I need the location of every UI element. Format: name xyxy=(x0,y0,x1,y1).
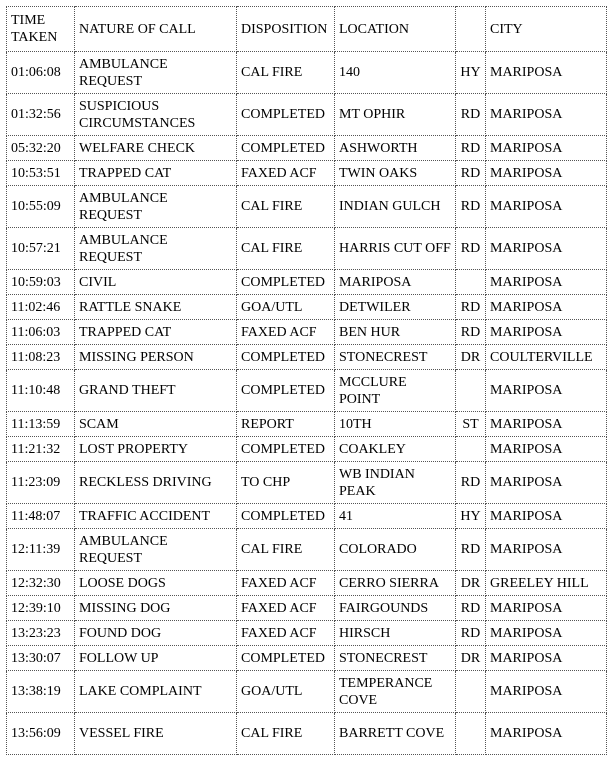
cell-disposition: COMPLETED xyxy=(237,270,335,295)
cell-nature-of-call: TRAPPED CAT xyxy=(75,320,237,345)
cell-time: 01:06:08 xyxy=(7,52,75,94)
header-nature-of-call: NATURE OF CALL xyxy=(75,7,237,52)
cell-disposition: FAXED ACF xyxy=(237,320,335,345)
cell-disposition: FAXED ACF xyxy=(237,571,335,596)
table-row xyxy=(7,571,607,596)
table-row xyxy=(7,504,607,529)
cell-disposition: CAL FIRE xyxy=(237,52,335,94)
cell-location: MARIPOSA xyxy=(335,270,456,295)
cell-city: MARIPOSA xyxy=(486,504,607,529)
cell-location: TEMPERANCE COVE xyxy=(335,671,456,713)
cell-city: MARIPOSA xyxy=(486,370,607,412)
cell-time: 12:11:39 xyxy=(7,529,75,571)
cell-disposition: COMPLETED xyxy=(237,504,335,529)
cell-nature-of-call: AMBULANCE REQUEST xyxy=(75,529,237,571)
cell-time: 01:32:56 xyxy=(7,94,75,136)
cell-location: INDIAN GULCH xyxy=(335,186,456,228)
cell-time: 11:23:09 xyxy=(7,462,75,504)
cell-disposition: COMPLETED xyxy=(237,370,335,412)
cell-location: MCCLURE POINT xyxy=(335,370,456,412)
cell-time: 11:10:48 xyxy=(7,370,75,412)
cell-time: 12:32:30 xyxy=(7,571,75,596)
cell-disposition: GOA/UTL xyxy=(237,671,335,713)
cell-time: 11:21:32 xyxy=(7,437,75,462)
cell-street-suffix: RD xyxy=(456,161,486,186)
cell-time: 13:30:07 xyxy=(7,646,75,671)
cell-location: FAIRGOUNDS xyxy=(335,596,456,621)
cell-disposition: COMPLETED xyxy=(237,345,335,370)
cell-city: MARIPOSA xyxy=(486,713,607,755)
cell-location: COAKLEY xyxy=(335,437,456,462)
cell-time: 11:02:46 xyxy=(7,295,75,320)
cell-disposition: CAL FIRE xyxy=(237,713,335,755)
cell-city: MARIPOSA xyxy=(486,94,607,136)
cell-disposition: FAXED ACF xyxy=(237,621,335,646)
cell-nature-of-call: FOLLOW UP xyxy=(75,646,237,671)
cell-location: 41 xyxy=(335,504,456,529)
cell-nature-of-call: WELFARE CHECK xyxy=(75,136,237,161)
cell-street-suffix: RD xyxy=(456,186,486,228)
table-row xyxy=(7,94,607,136)
cell-street-suffix xyxy=(456,370,486,412)
cell-disposition: CAL FIRE xyxy=(237,228,335,270)
table-row xyxy=(7,320,607,345)
cell-street-suffix: DR xyxy=(456,345,486,370)
cell-time: 13:23:23 xyxy=(7,621,75,646)
cell-nature-of-call: SCAM xyxy=(75,412,237,437)
cell-street-suffix: RD xyxy=(456,295,486,320)
cell-nature-of-call: RATTLE SNAKE xyxy=(75,295,237,320)
cell-time: 11:13:59 xyxy=(7,412,75,437)
cell-city: MARIPOSA xyxy=(486,186,607,228)
cell-city: MARIPOSA xyxy=(486,596,607,621)
cell-nature-of-call: LOOSE DOGS xyxy=(75,571,237,596)
cell-time: 10:59:03 xyxy=(7,270,75,295)
cell-location: MT OPHIR xyxy=(335,94,456,136)
cell-city: MARIPOSA xyxy=(486,136,607,161)
cell-city: COULTERVILLE xyxy=(486,345,607,370)
table-row xyxy=(7,412,607,437)
cell-street-suffix xyxy=(456,437,486,462)
cell-street-suffix xyxy=(456,713,486,755)
cell-location: WB INDIAN PEAK xyxy=(335,462,456,504)
table-row xyxy=(7,671,607,713)
cell-city: MARIPOSA xyxy=(486,646,607,671)
cell-street-suffix: RD xyxy=(456,462,486,504)
cell-nature-of-call: MISSING PERSON xyxy=(75,345,237,370)
cell-nature-of-call: TRAPPED CAT xyxy=(75,161,237,186)
header-location: LOCATION xyxy=(335,7,456,52)
cell-location: DETWILER xyxy=(335,295,456,320)
cell-nature-of-call: TRAFFIC ACCIDENT xyxy=(75,504,237,529)
cell-city: MARIPOSA xyxy=(486,529,607,571)
cell-location: 140 xyxy=(335,52,456,94)
cell-time: 13:56:09 xyxy=(7,713,75,755)
table-row xyxy=(7,270,607,295)
cell-time: 13:38:19 xyxy=(7,671,75,713)
cell-time: 10:55:09 xyxy=(7,186,75,228)
cell-time: 10:57:21 xyxy=(7,228,75,270)
cell-location: BARRETT COVE xyxy=(335,713,456,755)
cell-city: MARIPOSA xyxy=(486,270,607,295)
cell-disposition: COMPLETED xyxy=(237,136,335,161)
cell-disposition: FAXED ACF xyxy=(237,596,335,621)
cell-nature-of-call: GRAND THEFT xyxy=(75,370,237,412)
cell-nature-of-call: AMBULANCE REQUEST xyxy=(75,186,237,228)
cell-nature-of-call: LOST PROPERTY xyxy=(75,437,237,462)
cell-city: MARIPOSA xyxy=(486,161,607,186)
cell-disposition: CAL FIRE xyxy=(237,186,335,228)
cell-nature-of-call: SUSPICIOUS CIRCUMSTANCES xyxy=(75,94,237,136)
cell-disposition: CAL FIRE xyxy=(237,529,335,571)
cell-location: COLORADO xyxy=(335,529,456,571)
cell-nature-of-call: AMBULANCE REQUEST xyxy=(75,228,237,270)
header-disposition: DISPOSITION xyxy=(237,7,335,52)
cell-location: BEN HUR xyxy=(335,320,456,345)
table-row xyxy=(7,136,607,161)
cell-nature-of-call: RECKLESS DRIVING xyxy=(75,462,237,504)
header-suffix xyxy=(456,7,486,52)
cell-location: ASHWORTH xyxy=(335,136,456,161)
cell-disposition: COMPLETED xyxy=(237,646,335,671)
cell-location: STONECREST xyxy=(335,345,456,370)
table-row xyxy=(7,529,607,571)
cell-disposition: GOA/UTL xyxy=(237,295,335,320)
cell-nature-of-call: CIVIL xyxy=(75,270,237,295)
table-row xyxy=(7,295,607,320)
cell-street-suffix: RD xyxy=(456,596,486,621)
cell-street-suffix: RD xyxy=(456,621,486,646)
cell-city: MARIPOSA xyxy=(486,52,607,94)
cell-city: MARIPOSA xyxy=(486,437,607,462)
table-row xyxy=(7,161,607,186)
cell-city: GREELEY HILL xyxy=(486,571,607,596)
cell-disposition: COMPLETED xyxy=(237,437,335,462)
table-row xyxy=(7,713,607,755)
cell-city: MARIPOSA xyxy=(486,412,607,437)
cell-location: STONECREST xyxy=(335,646,456,671)
cell-nature-of-call: FOUND DOG xyxy=(75,621,237,646)
table-row xyxy=(7,52,607,94)
cell-disposition: COMPLETED xyxy=(237,94,335,136)
table-row xyxy=(7,646,607,671)
cell-nature-of-call: MISSING DOG xyxy=(75,596,237,621)
cell-city: MARIPOSA xyxy=(486,228,607,270)
cell-street-suffix: HY xyxy=(456,52,486,94)
cell-nature-of-call: VESSEL FIRE xyxy=(75,713,237,755)
call-log-table xyxy=(6,6,607,755)
cell-time: 11:06:03 xyxy=(7,320,75,345)
cell-city: MARIPOSA xyxy=(486,295,607,320)
cell-location: CERRO SIERRA xyxy=(335,571,456,596)
cell-street-suffix: HY xyxy=(456,504,486,529)
cell-location: HIRSCH xyxy=(335,621,456,646)
cell-street-suffix: RD xyxy=(456,529,486,571)
table-row xyxy=(7,345,607,370)
cell-street-suffix: ST xyxy=(456,412,486,437)
cell-time: 11:08:23 xyxy=(7,345,75,370)
table-row xyxy=(7,228,607,270)
cell-location: TWIN OAKS xyxy=(335,161,456,186)
cell-location: HARRIS CUT OFF xyxy=(335,228,456,270)
cell-city: MARIPOSA xyxy=(486,621,607,646)
header-time: TIME TAKEN xyxy=(7,7,75,52)
cell-time: 12:39:10 xyxy=(7,596,75,621)
cell-disposition: FAXED ACF xyxy=(237,161,335,186)
cell-street-suffix: DR xyxy=(456,646,486,671)
cell-time: 05:32:20 xyxy=(7,136,75,161)
table-row xyxy=(7,370,607,412)
cell-nature-of-call: AMBULANCE REQUEST xyxy=(75,52,237,94)
cell-city: MARIPOSA xyxy=(486,462,607,504)
cell-street-suffix: RD xyxy=(456,136,486,161)
cell-disposition: REPORT xyxy=(237,412,335,437)
header-row xyxy=(7,7,607,52)
cell-street-suffix: RD xyxy=(456,94,486,136)
cell-street-suffix: RD xyxy=(456,320,486,345)
cell-time: 11:48:07 xyxy=(7,504,75,529)
cell-street-suffix: RD xyxy=(456,228,486,270)
table-row xyxy=(7,186,607,228)
cell-time: 10:53:51 xyxy=(7,161,75,186)
cell-location: 10TH xyxy=(335,412,456,437)
cell-disposition: TO CHP xyxy=(237,462,335,504)
call-log-body xyxy=(7,7,607,755)
table-row xyxy=(7,462,607,504)
table-row xyxy=(7,437,607,462)
cell-street-suffix xyxy=(456,671,486,713)
table-row xyxy=(7,621,607,646)
cell-street-suffix xyxy=(456,270,486,295)
cell-city: MARIPOSA xyxy=(486,320,607,345)
cell-nature-of-call: LAKE COMPLAINT xyxy=(75,671,237,713)
table-row xyxy=(7,596,607,621)
cell-city: MARIPOSA xyxy=(486,671,607,713)
header-city: CITY xyxy=(486,7,607,52)
cell-street-suffix: DR xyxy=(456,571,486,596)
